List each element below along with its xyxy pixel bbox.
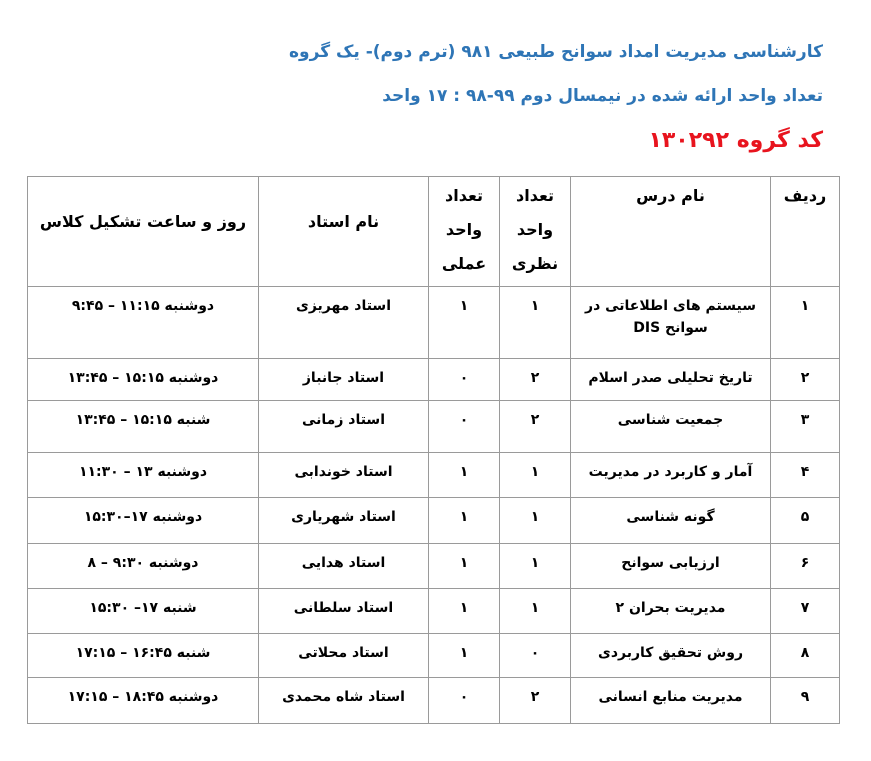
- course-name: آمار و کاربرد در مدیریت: [571, 453, 771, 498]
- practical-units: ۱: [429, 498, 500, 544]
- row-number: ۵: [771, 498, 840, 544]
- practical-units: ۱: [429, 589, 500, 634]
- table-row: [28, 287, 840, 359]
- course-name: تاریخ تحلیلی صدر اسلام: [571, 359, 771, 401]
- practical-units: ۰: [429, 359, 500, 401]
- col-header-practical-units: تعداد واحد عملی: [429, 177, 500, 287]
- teacher-name: استاد زمانی: [259, 401, 429, 453]
- table-row: [28, 634, 840, 678]
- row-number: ۳: [771, 401, 840, 453]
- course-name: مدیریت منابع انسانی: [571, 678, 771, 724]
- col-header-theory-units: تعداد واحد نظری: [500, 177, 571, 287]
- class-schedule: دوشنبه ۱۸:۴۵ – ۱۷:۱۵: [28, 678, 259, 724]
- theory-units: ۱: [500, 453, 571, 498]
- course-name: سیستم های اطلاعاتی در سوانح DIS: [571, 287, 771, 359]
- row-number: ۷: [771, 589, 840, 634]
- row-number: ۴: [771, 453, 840, 498]
- practical-units: ۱: [429, 453, 500, 498]
- course-name: روش تحقیق کاربردی: [571, 634, 771, 678]
- col-header-row-number: ردیف: [771, 177, 840, 287]
- teacher-name: استاد خوندابی: [259, 453, 429, 498]
- units-offered-line: تعداد واحد ارائه شده در نیمسال دوم ۹۹-۹۸ : ۱۷ واحد: [382, 86, 823, 106]
- table-row: [28, 401, 840, 453]
- table-row: [28, 678, 840, 724]
- row-number: ۹: [771, 678, 840, 724]
- theory-units: ۱: [500, 544, 571, 589]
- course-name: گونه شناسی: [571, 498, 771, 544]
- col-header-teacher: نام استاد: [259, 177, 429, 287]
- theory-units: ۲: [500, 401, 571, 453]
- practical-units: ۰: [429, 678, 500, 724]
- theory-units: ۲: [500, 678, 571, 724]
- class-schedule: دوشنبه ۹:۳۰ – ۸: [28, 544, 259, 589]
- practical-units: ۱: [429, 287, 500, 359]
- course-table: [27, 176, 840, 724]
- theory-units: ۲: [500, 359, 571, 401]
- program-title: کارشناسی مدیریت امداد سوانح طبیعی ۹۸۱ (ترم دوم)- یک گروه: [289, 42, 823, 62]
- teacher-name: استاد هدایی: [259, 544, 429, 589]
- course-name: مدیریت بحران ۲: [571, 589, 771, 634]
- practical-units: ۱: [429, 634, 500, 678]
- class-schedule: شنبه ۱۵:۱۵ – ۱۳:۴۵: [28, 401, 259, 453]
- teacher-name: استاد سلطانی: [259, 589, 429, 634]
- row-number: ۱: [771, 287, 840, 359]
- group-code: کد گروه ۱۳۰۲۹۲: [648, 128, 823, 153]
- practical-units: ۰: [429, 401, 500, 453]
- col-header-schedule: روز و ساعت تشکیل کلاس: [28, 177, 259, 287]
- class-schedule: دوشنبه ۱۱:۱۵ – ۹:۴۵: [28, 287, 259, 359]
- theory-units: ۱: [500, 589, 571, 634]
- table-header-row: [28, 177, 840, 287]
- col-header-course-name: نام درس: [571, 177, 771, 287]
- theory-units: ۱: [500, 287, 571, 359]
- teacher-name: استاد مهریزی: [259, 287, 429, 359]
- table-row: [28, 544, 840, 589]
- table-row: [28, 498, 840, 544]
- theory-units: ۰: [500, 634, 571, 678]
- course-name: جمعیت شناسی: [571, 401, 771, 453]
- row-number: ۶: [771, 544, 840, 589]
- class-schedule: دوشنبه ۱۳ – ۱۱:۳۰: [28, 453, 259, 498]
- teacher-name: استاد جانباز: [259, 359, 429, 401]
- practical-units: ۱: [429, 544, 500, 589]
- teacher-name: استاد محلاتی: [259, 634, 429, 678]
- class-schedule: دوشنبه ۱۵:۱۵ – ۱۳:۴۵: [28, 359, 259, 401]
- class-schedule: دوشنبه ۱۷–۱۵:۳۰: [28, 498, 259, 544]
- class-schedule: شنبه ۱۷– ۱۵:۳۰: [28, 589, 259, 634]
- course-name: ارزیابی سوانح: [571, 544, 771, 589]
- row-number: ۲: [771, 359, 840, 401]
- table-row: [28, 589, 840, 634]
- table-row: [28, 359, 840, 401]
- teacher-name: استاد شهریاری: [259, 498, 429, 544]
- class-schedule: شنبه ۱۶:۴۵ – ۱۷:۱۵: [28, 634, 259, 678]
- row-number: ۸: [771, 634, 840, 678]
- teacher-name: استاد شاه محمدی: [259, 678, 429, 724]
- theory-units: ۱: [500, 498, 571, 544]
- table-row: [28, 453, 840, 498]
